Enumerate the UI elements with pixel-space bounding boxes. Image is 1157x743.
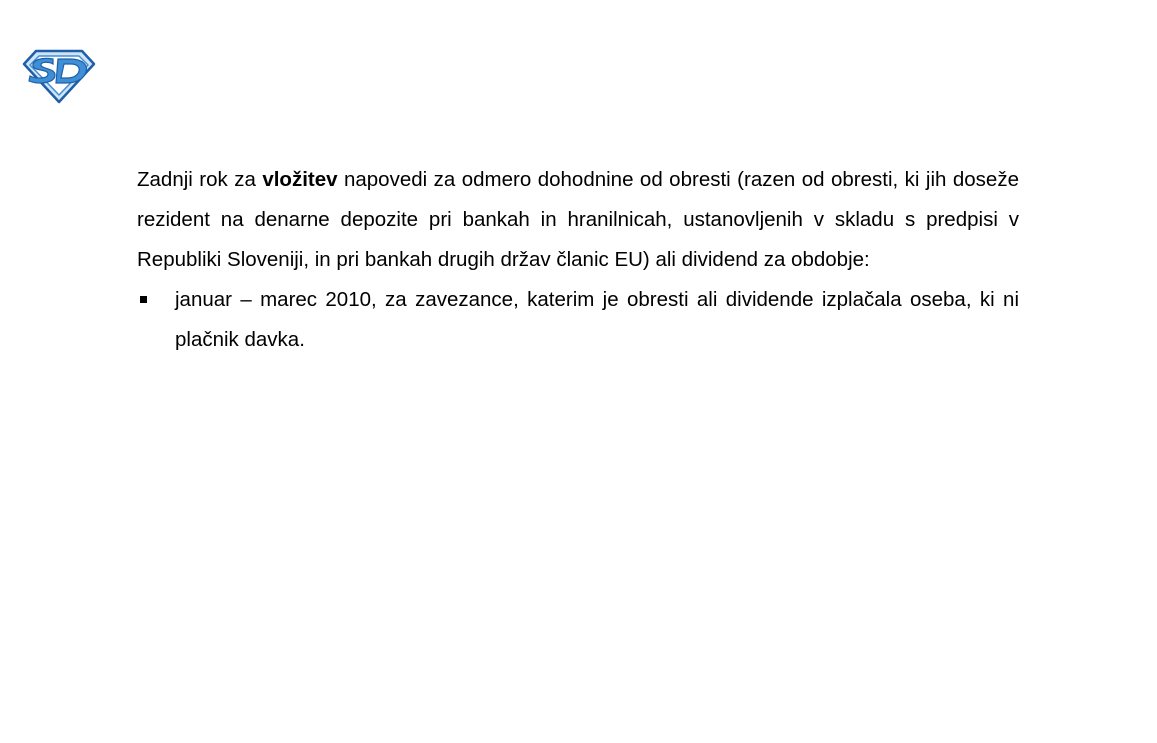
bullet-list	[137, 280, 1019, 360]
document-body	[137, 160, 1019, 360]
list-item	[137, 280, 1019, 360]
intro-text-rest: napovedi za odmero dohodnine od obresti (razen od obresti, ki jih doseže rezident na denarne depozite pri bankah in hranilnicah, ustanovljenih v skladu s predpisi v Republiki Sloveniji, in pri bankah drugih držav članic EU) ali dividend za obdobje:	[137, 168, 1019, 271]
bullet-text: januar – marec 2010, za zavezance, katerim je obresti ali dividende izplačala oseba, ki ni plačnik davka.	[175, 288, 1019, 351]
sd-logo	[22, 48, 96, 104]
square-bullet-icon	[140, 296, 147, 303]
bold-term: vložitev	[262, 168, 338, 191]
intro-text-start: Zadnji rok za	[137, 168, 263, 191]
intro-paragraph	[137, 160, 1019, 280]
